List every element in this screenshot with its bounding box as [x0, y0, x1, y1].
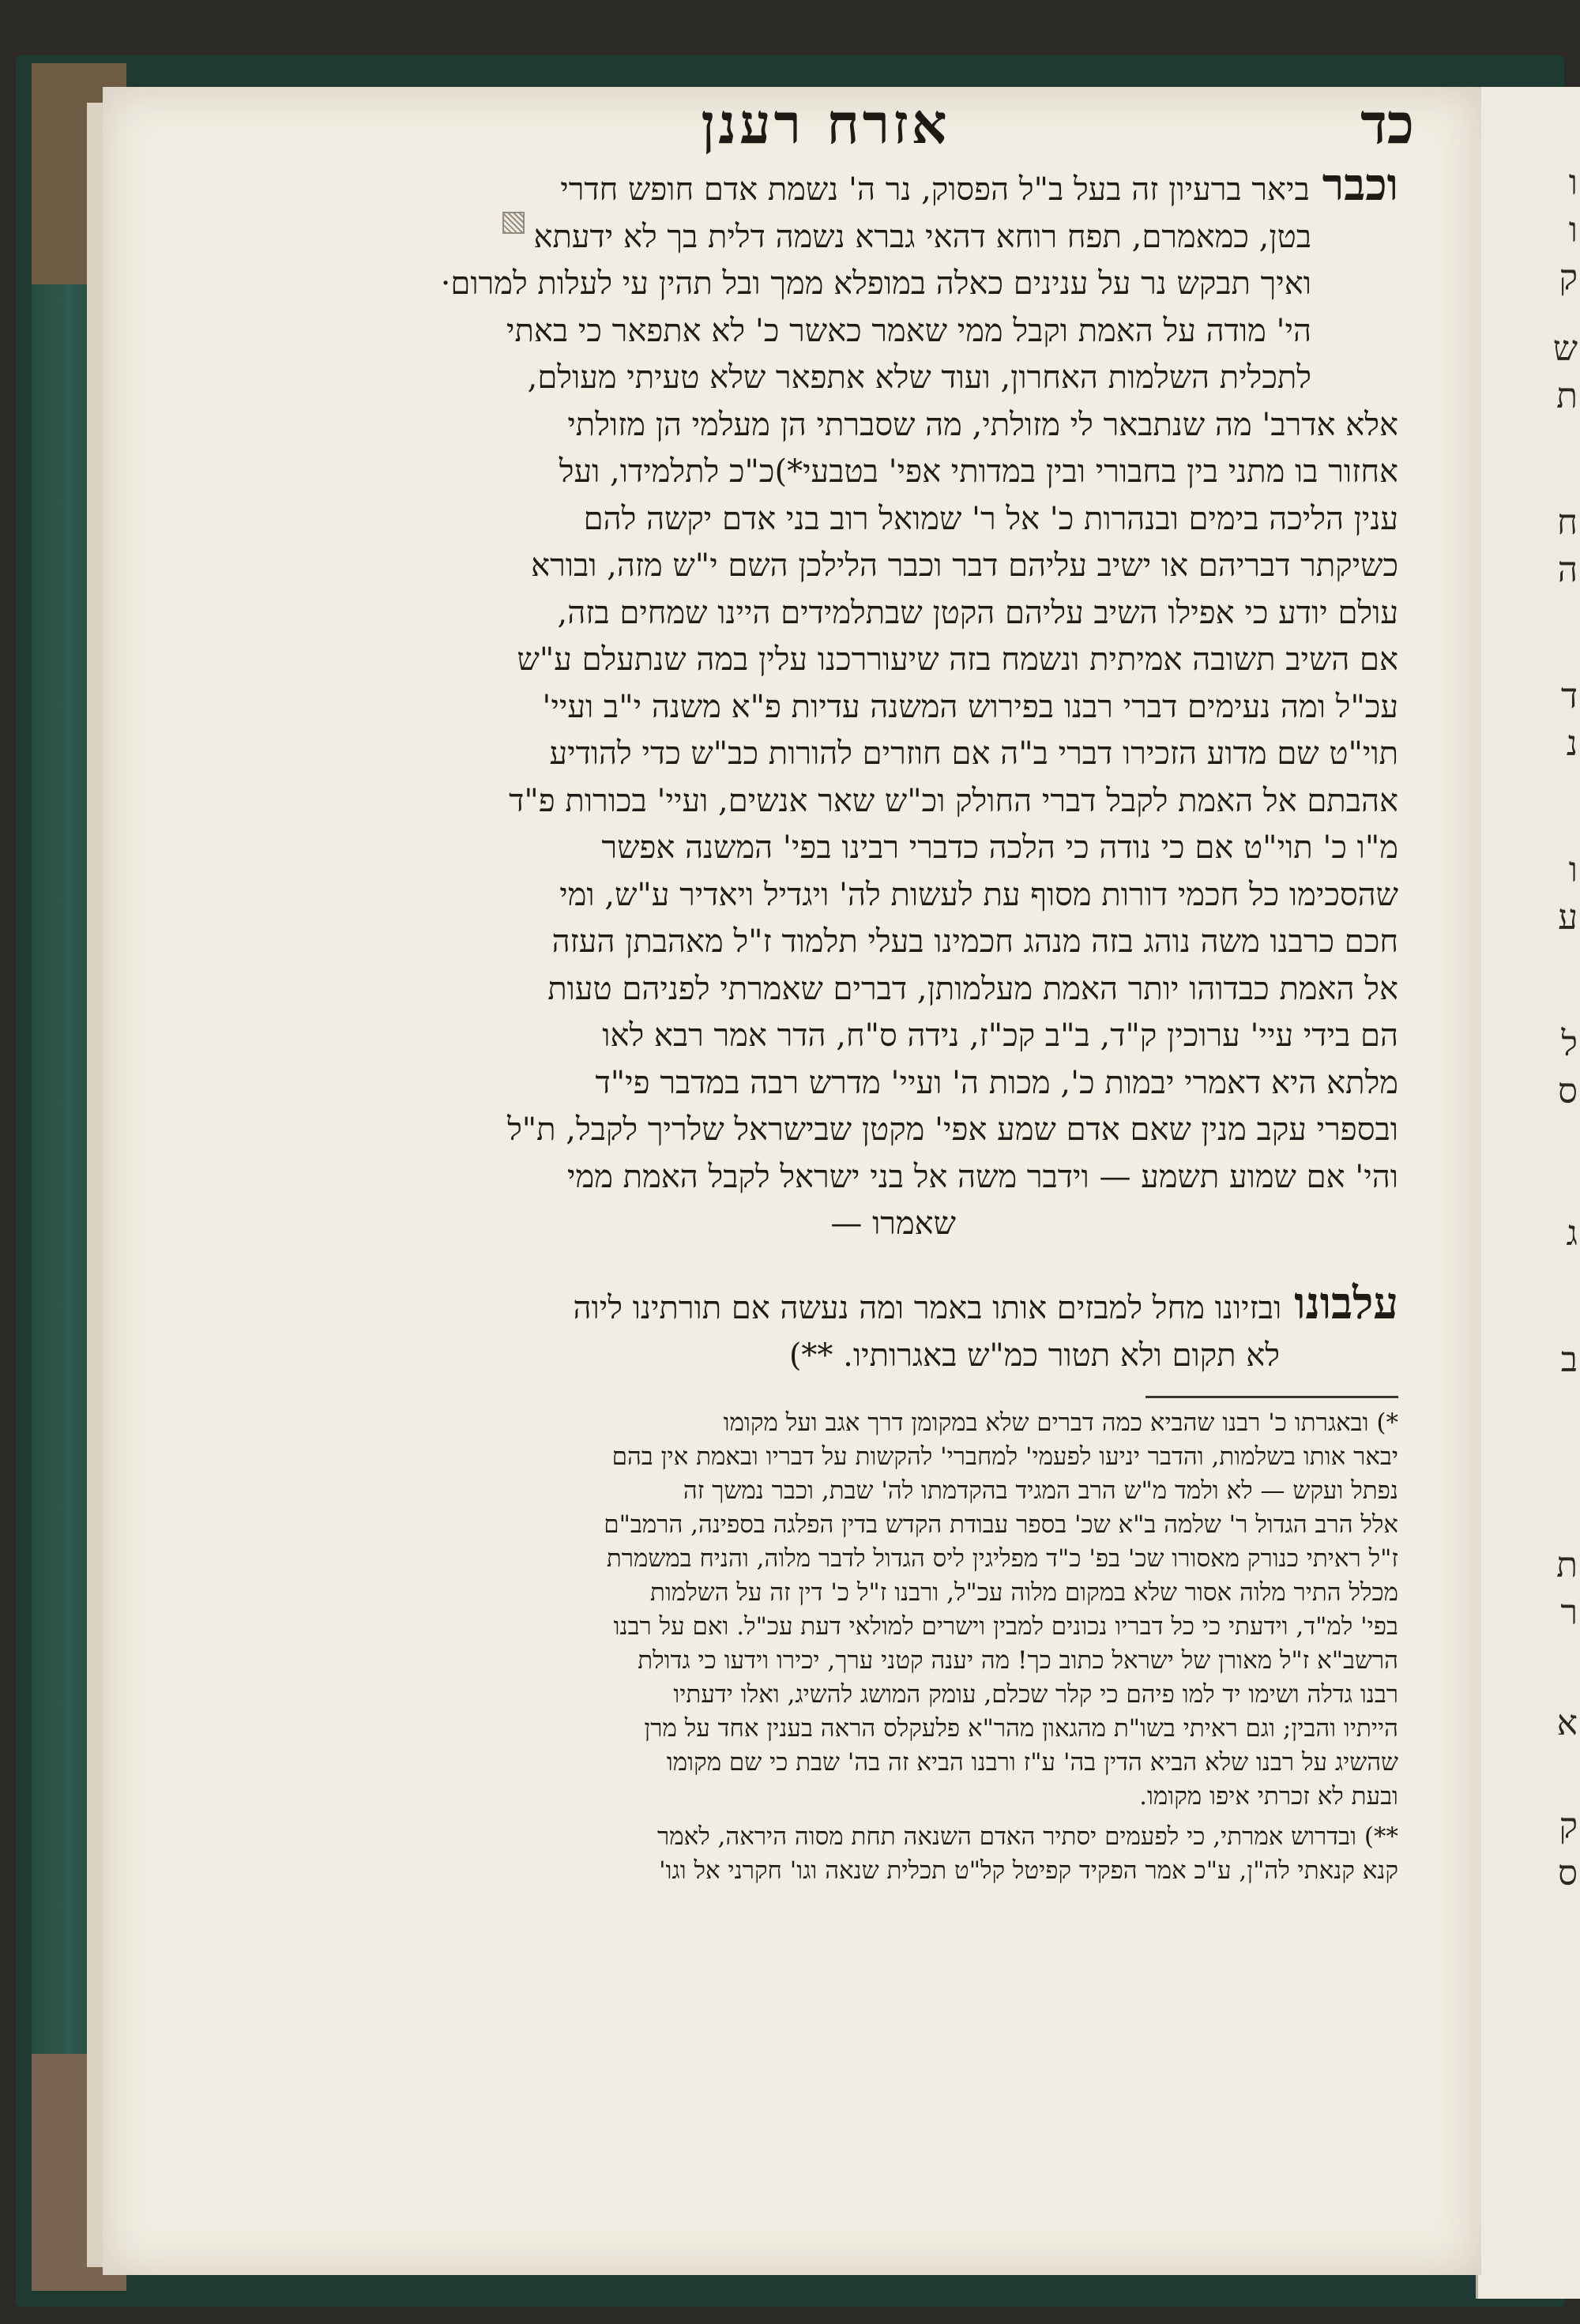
page-number: כד	[1360, 91, 1414, 156]
footnote-line: שהשיג על רבנו שלא הביא הדין בה' ע"ז ורבנו הביא זה בה' שבת כי שם מקומו	[666, 1748, 1398, 1777]
text-line	[261, 966, 1398, 1013]
text-line-content: עכ"ל ומה נעימים דברי רבנו בפירוש המשנה עדיות פ"א משנה י"ב ועיי'	[542, 688, 1398, 725]
text-line-content: שאמרו —	[830, 1205, 956, 1242]
facing-page-fragment: ש	[1552, 329, 1578, 369]
facing-page-fragment: ס	[1557, 1853, 1578, 1893]
facing-page-fragment: ת	[1556, 376, 1578, 416]
facing-page-fragment: ת	[1556, 1545, 1578, 1585]
facing-page-fragment: ב	[1560, 1340, 1578, 1380]
text-line-content: אל האמת כבדוהו יותר האמת מעלמותן, דברים שאמרתי לפניהם טעות	[547, 970, 1398, 1007]
facing-page-fragment: ק	[1559, 258, 1578, 298]
text-line	[261, 825, 1398, 872]
facing-page-fragment: ר	[1560, 1593, 1578, 1633]
text-line	[261, 1107, 1398, 1154]
text-line-content: הם בידי עיי' ערוכין ק"ד, ב"ב קכ"ז, נידה ס"ח, הדר אמר רבא לאו	[602, 1017, 1398, 1054]
footnote-line: **) ובדרוש אמרתי, כי לפעמים יסתיר האדם השנאה תחת מסוה היראה, לאמר	[656, 1822, 1398, 1851]
text-line	[261, 1060, 1398, 1107]
text-line-content: אחזור בו מתני בין בחבורי ובין במדותי אפי' בטבעי*)כ"כ לתלמידו, ועל	[559, 453, 1398, 490]
facing-page-fragment: ו	[1568, 210, 1578, 250]
text-line	[261, 402, 1398, 449]
text-line	[261, 637, 1398, 684]
text-line-content: הי' מודה על האמת וקבל ממי שאמר כאשר כ' לא אתפאר כי באתי	[506, 312, 1311, 349]
text-line	[261, 684, 1398, 731]
text-line	[261, 778, 1398, 825]
text-line	[261, 543, 1398, 590]
footnote-line: *) ובאגרתו כ' רבנו שהביא כמה דברים שלא במקומן דרך אגב ועל מקומו	[723, 1408, 1398, 1437]
text-line-content: ענין הליכה בימים ובנהרות כ' אל ר' שמואל רוב בני אדם יקשה להם	[583, 500, 1398, 537]
footnote-line: בפי' למ"ד, וידעתי כי כל דבריו נכונים למבין וישרים למולאי דעת עכ"ל. ואם על רבנו	[613, 1612, 1398, 1641]
footnote-line: קנא קנאתי לה"ן, ע"כ אמר הפקיד קפיטל קל"ט תכלית שנאה וגו' חקרני אל וגו'	[659, 1856, 1398, 1885]
text-line-content: אם השיב תשובה אמיתית ונשמח בזה שיעוררכנו עלין במה שנתעלם ע"ש	[517, 641, 1398, 678]
text-line-content: אלא אדרב' מה שנתבאר לי מזולתי, מה שסברתי הן מעלמי הן מזולתי	[567, 406, 1398, 443]
facing-page	[1476, 87, 1580, 2299]
footnote-line: אלל הרב הגדול ר' שלמה ב"א שכ' בספר עבודת הקדש בדין הפלגה בספינה, הרמב"ם	[604, 1510, 1398, 1539]
text-line	[237, 1332, 1398, 1379]
facing-page-fragment: נ	[1566, 724, 1578, 764]
lead-word: עלבונו	[1294, 1280, 1398, 1329]
facing-page-fragment: ח	[1556, 502, 1578, 543]
text-line	[261, 731, 1398, 778]
text-line	[261, 919, 1398, 966]
text-line	[261, 590, 1398, 637]
footnote-line: רבנו גדלה ושימו יד למו פיהם כי קלר שכלם, עומק המושג להשיג, ואלו ידעתיו	[673, 1680, 1398, 1709]
facing-page-fragment: ג	[1566, 1213, 1578, 1254]
lead-word: וכבר	[1322, 162, 1398, 211]
text-line	[261, 1201, 1398, 1248]
footnote-line: הייתיו והבין; וגם ראיתי בשו"ת מהגאון מהר"א פלעקלס הראה בענין אחד על מרן	[644, 1714, 1398, 1743]
facing-page-fragment: א	[1556, 1703, 1578, 1743]
text-line-content: ובספרי עקב מנין שאם אדם שמע אפי' מקטן שבישראל שלריך לקבל, ת"ל	[507, 1111, 1398, 1148]
running-title: אזרח רענן	[701, 91, 950, 156]
text-line	[261, 449, 1398, 496]
footnote-divider	[1146, 1396, 1398, 1398]
text-line	[261, 1154, 1398, 1201]
text-line	[237, 1280, 1398, 1332]
footnote-line: ז"ל ראיתי כנורק מאסורו שכ' בפ' כ"ד מפליגין ליס הגדול לדבר מלוה, והניח במשמרת	[606, 1544, 1398, 1573]
footnote-line: מכלל התיר מלוה אסור שלא במקום מלוה עכ"ל, ורבנו ז"ל כ' דין זה על השלמות	[650, 1578, 1398, 1607]
facing-page-fragment: ו	[1568, 163, 1578, 203]
footnote-line: ובעת לא זכרתי איפו מקומו.	[1139, 1782, 1398, 1811]
text-line-content: ובזיונו מחל למבזים אותו באמר ומה נעשה אם תורתינו ליוה	[573, 1290, 1282, 1326]
text-line	[261, 355, 1398, 402]
running-header	[237, 91, 1414, 170]
facing-page-fragment: ד	[1560, 676, 1578, 716]
text-line-content: ביאר ברעיון זה בעל ב"ל הפסוק, נר ה' נשמת אדם חופש חדרי	[560, 171, 1310, 208]
footnote-line: יבאר אותו בשלמות, והדבר יניעו לפעמי' למחברי' להקשות על דבריו ובאמת אין בהם	[611, 1442, 1398, 1471]
text-line	[261, 1013, 1398, 1060]
text-line	[261, 308, 1398, 355]
text-line	[261, 496, 1398, 543]
footnotes	[371, 1406, 1398, 1888]
text-line	[261, 214, 1398, 261]
facing-page-fragment: ק	[1559, 1806, 1578, 1846]
facing-page-fragment: ו	[1568, 850, 1578, 890]
text-line-content: מ"ו כ' תוי"ט אם כי נודה כי הלכה כדברי רבינו בפי' המשנה אפשר	[601, 829, 1398, 866]
text-line	[261, 162, 1398, 214]
footnote-line: הרשב"א ז"ל מאורן של ישראל כתוב כך! מה יענה קטני ערך, יכירו וידעו כי גדולת	[638, 1646, 1398, 1675]
text-line-content: תוי"ט שם מדוע הזכירו דברי ב"ה אם חוזרים להורות כב"ש כדי להודיע	[549, 735, 1398, 772]
facing-page-fragment: ה	[1557, 550, 1578, 590]
text-line-content: אהבתם אל האמת לקבל דברי החולק וכ"ש שאר אנשים, ועיי' בכורות פ"ד	[509, 782, 1398, 819]
text-line	[261, 261, 1398, 308]
text-line-content: לא תקום ולא תטור כמ"ש באגרותיו. **)	[788, 1337, 1280, 1374]
text-line-content: מלתא היא דאמרי יבמות כ', מכות ה' ועיי' מדרש רבה במדבר פי"ד	[595, 1064, 1398, 1101]
footnote-line: נפתל ועקש — לא ולמד מ"ש הרב המגיד בהקדמתו לה' שבת, וכבר נמשך זה	[683, 1476, 1398, 1505]
text-line	[261, 872, 1398, 919]
closing-paragraph	[237, 1280, 1398, 1379]
text-line-content: שהסכימו כל חכמי דורות מסוף עת לעשות לה' ויגדיל ויאדיר ע"ש, ומי	[559, 876, 1398, 913]
text-line-content: בטן, כמאמרם, תפח רוחא דהאי גברא נשמה דלית בך לא ידעתא	[533, 218, 1311, 255]
facing-page-fragment: ע	[1558, 897, 1578, 938]
facing-page-fragment: ס	[1557, 1071, 1578, 1111]
text-line-content: עולם יודע כי אפילו השיב עליהם הקטן שבתלמידים היינו שמחים בזה,	[557, 594, 1398, 631]
text-line-content: חכם כרבנו משה נוהג בזה מנהג חכמינו בעלי תלמוד ז"ל מאהבתן העזה	[551, 923, 1398, 960]
text-line-content: כשיקתר דבריהם או ישיב עליהם דבר וכבר הלילכן השם י"ש מזה, ובורא	[531, 547, 1398, 584]
text-line-content: ואיך תבקש נר על ענינים כאלה במופלא ממך ובל תהין עי לעלות למרום·	[440, 265, 1311, 302]
main-paragraph	[261, 162, 1398, 1248]
text-line-content: לתכלית השלמות האחרון, ועוד שלא אתפאר שלא טעיתי מעולם,	[527, 359, 1311, 396]
facing-page-fragment: ל	[1561, 1024, 1578, 1064]
text-line-content: והי' אם שמוע תשמע — וידבר משה אל בני ישראל לקבל האמת ממי	[567, 1158, 1398, 1195]
